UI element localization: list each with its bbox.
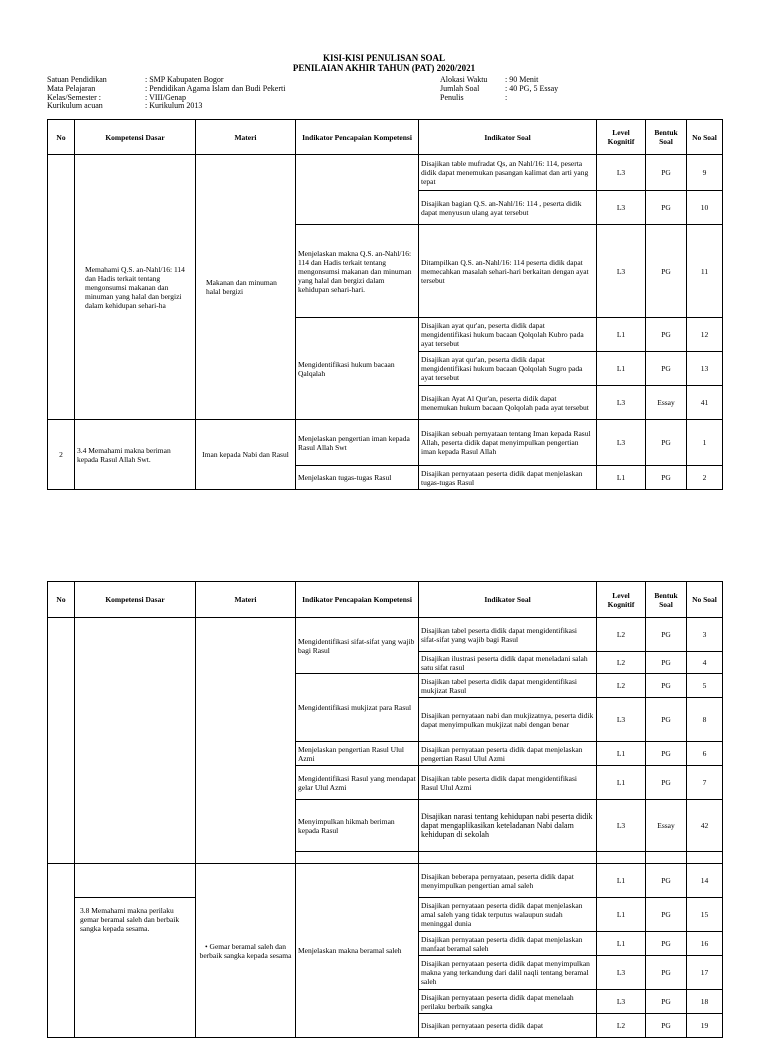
table-cell-level: L1 <box>597 466 646 490</box>
table-cell-bentuk: PG <box>646 898 687 932</box>
table-cell-no <box>48 155 75 420</box>
header-no-soal: No Soal <box>687 120 723 155</box>
meta-left-value-3: : Kurikulum 2013 <box>145 101 203 110</box>
table-cell-soal: Disajikan pernyataan peserta didik dapat menjelaskan tugas-tugas Rasul <box>419 466 597 490</box>
meta-right-label-2: Penulis <box>440 93 464 102</box>
table-cell-level: L2 <box>597 1014 646 1038</box>
table-cell-bentuk: PG <box>646 742 687 766</box>
table-cell-bentuk: Essay <box>646 800 687 852</box>
meta-right-label-1: Jumlah Soal <box>440 84 480 93</box>
header-materi: Materi <box>196 120 296 155</box>
materi-bullet-item: • Gemar beramal saleh dan berbaik sangka kepada sesama <box>200 942 292 960</box>
table-cell-materi: Makanan dan minuman halal bergizi <box>196 155 296 420</box>
table-cell-kompetensi: Memahami Q.S. an-Nahl/16: 114 dan Hadis terkait tentang mengonsumsi makanan dan minuman yang halal dan bergizi dalam kehidupan sehari-ha <box>75 155 196 420</box>
table-cell-soal <box>419 852 597 864</box>
table-cell-level: L3 <box>597 420 646 466</box>
header-level-kognitif: Level Kognitif <box>597 120 646 155</box>
table-cell-no: 2 <box>48 420 75 490</box>
table-cell-bentuk <box>646 852 687 864</box>
table-cell-bentuk: PG <box>646 420 687 466</box>
header-level-kognitif: Level Kognitif <box>597 582 646 618</box>
header-kompetensi-dasar: Kompetensi Dasar <box>75 120 196 155</box>
table-cell-indikator: Menjelaskan tugas-tugas Rasul <box>296 466 419 490</box>
table-cell-soal: Disajikan tabel peserta didik dapat mengidentifikasi sifat-sifat yang wajib bagi Rasul <box>419 618 597 652</box>
table-cell-indikator: Mengidentifikasi sifat-sifat yang wajib bagi Rasul <box>296 618 419 674</box>
table-cell-no-soal: 18 <box>687 990 723 1014</box>
table-cell-soal: Disajikan ilustrasi peserta didik dapat meneladani salah satu sifat rasul <box>419 652 597 674</box>
table-cell-no-soal: 7 <box>687 766 723 800</box>
table-cell-level: L3 <box>597 155 646 191</box>
table-cell-indikator <box>296 852 419 864</box>
header-no: No <box>48 120 75 155</box>
header-kompetensi-dasar: Kompetensi Dasar <box>75 582 196 618</box>
table-cell-level: L1 <box>597 932 646 956</box>
table-cell-bentuk: PG <box>646 956 687 990</box>
table-cell-soal: Disajikan pernyataan peserta didik dapat menjelaskan pengertian Rasul Ulul Azmi <box>419 742 597 766</box>
table-cell-soal: Disajikan Ayat Al Qur'an, peserta didik dapat menemukan hukum bacaan Qolqolah pada ayat tersebut <box>419 386 597 420</box>
table-cell-level: L1 <box>597 766 646 800</box>
table-cell-bentuk: PG <box>646 466 687 490</box>
table-cell-no <box>48 618 75 864</box>
table-cell-materi <box>196 618 296 864</box>
table-cell-bentuk: PG <box>646 618 687 652</box>
meta-left-value-1: : Pendidikan Agama Islam dan Budi Pekerti <box>145 84 286 93</box>
meta-left-value-2: : VIII/Genap <box>145 93 186 102</box>
table-cell-materi: Iman kepada Nabi dan Rasul <box>196 420 296 490</box>
table-cell-soal: Disajikan beberapa pernyataan, peserta didik dapat menyimpulkan pengertian amal saleh <box>419 864 597 898</box>
table-cell-level: L3 <box>597 698 646 742</box>
header-bentuk-soal: Bentuk Soal <box>646 582 687 618</box>
table-cell-no-soal <box>687 852 723 864</box>
table-cell-soal: Disajikan table peserta didik dapat mengidentifikasi Rasul Ulul Azmi <box>419 766 597 800</box>
meta-left-label-2: Kelas/Semester : <box>47 93 101 102</box>
table-cell-no-soal: 6 <box>687 742 723 766</box>
table-cell-no-soal: 2 <box>687 466 723 490</box>
table-cell-bentuk: PG <box>646 191 687 225</box>
table-cell-bentuk: PG <box>646 652 687 674</box>
table-cell-no-soal: 13 <box>687 352 723 386</box>
table-cell-kompetensi: 3.4 Memahami makna beriman kepada Rasul Allah Swt. <box>75 420 196 490</box>
table-cell-indikator: Mengidentifikasi Rasul yang mendapat gelar Ulul Azmi <box>296 766 419 800</box>
meta-right-label-0: Alokasi Waktu <box>440 75 488 84</box>
table-cell-soal: Disajikan pernyataan peserta didik dapat menelaah perilaku berbaik sangka <box>419 990 597 1014</box>
table-cell-no-soal: 8 <box>687 698 723 742</box>
table-cell-bentuk: PG <box>646 155 687 191</box>
meta-right-value-1: : 40 PG, 5 Essay <box>505 84 559 93</box>
table-cell-indikator: Mengidentifikasi hukum bacaan Qalqalah <box>296 318 419 420</box>
table-cell-kompetensi <box>75 864 196 898</box>
table-cell-no-soal: 17 <box>687 956 723 990</box>
table-cell-level <box>597 852 646 864</box>
table-cell-no-soal: 11 <box>687 225 723 318</box>
table-cell-no-soal: 15 <box>687 898 723 932</box>
table-cell-bentuk: PG <box>646 864 687 898</box>
header-indikator-pencapaian: Indikator Pencapaian Kompetensi <box>296 120 419 155</box>
table-cell-bentuk: PG <box>646 1014 687 1038</box>
table-cell-no-soal: 1 <box>687 420 723 466</box>
table-cell-indikator: Menjelaskan makna beramal saleh <box>296 864 419 1038</box>
table-cell-level: L1 <box>597 742 646 766</box>
table-cell-indikator: Menyimpulkan hikmah beriman kepada Rasul <box>296 800 419 852</box>
table-cell-materi <box>196 864 296 1038</box>
table-cell-level: L3 <box>597 386 646 420</box>
table-cell-indikator: Menjelaskan pengertian Rasul Ulul Azmi <box>296 742 419 766</box>
table-cell-no-soal: 9 <box>687 155 723 191</box>
table-cell-no-soal: 3 <box>687 618 723 652</box>
table-cell-level: L1 <box>597 318 646 352</box>
table-cell-no-soal: 5 <box>687 674 723 698</box>
table-cell-level: L1 <box>597 352 646 386</box>
meta-left-value-0: : SMP Kabupaten Bogor <box>145 75 224 84</box>
table-cell-kompetensi: 3.8 Memahami makna perilaku gemar beramal saleh dan berbaik sangka kepada sesama. <box>75 898 196 1038</box>
table-cell-level: L3 <box>597 225 646 318</box>
meta-left-label-0: Satuan Pendidikan <box>47 75 107 84</box>
header-no-soal: No Soal <box>687 582 723 618</box>
table-cell-no-soal: 14 <box>687 864 723 898</box>
table-cell-soal: Disajikan narasi tentang kehidupan nabi peserta didik dapat mengaplikasikan keteladanan Nabi dalam kehidupan di sekolah <box>419 800 597 852</box>
table-cell-level: L3 <box>597 956 646 990</box>
table-cell-soal: Disajikan pernyataan nabi dan mukjizatnya, peserta didik dapat menyimpulkan mukjizat nabi dengan benar <box>419 698 597 742</box>
table-cell-level: L3 <box>597 990 646 1014</box>
header-materi: Materi <box>196 582 296 618</box>
table-cell-no-soal: 19 <box>687 1014 723 1038</box>
table-cell-soal: Disajikan ayat qur'an, peserta didik dapat mengidentifikasi hukum bacaan Qolqolah Kubro pada ayat tersebut <box>419 318 597 352</box>
table-cell-soal: Disajikan pernyataan peserta didik dapat menjelaskan amal saleh yang tidak terputus walaupun sudah meninggal dunia <box>419 898 597 932</box>
meta-left-label-3: Kurikulum acuan <box>47 101 103 110</box>
table-cell-level: L1 <box>597 864 646 898</box>
table-cell-soal: Disajikan ayat qur'an, peserta didik dapat mengidentifikasi hukum bacaan Qolqolah Sugro pada ayat tersebut <box>419 352 597 386</box>
table-cell-soal: Disajikan pernyataan peserta didik dapat menyimpulkan makna yang terkandung dari dalil naqli tentang beramal saleh <box>419 956 597 990</box>
table-cell-kompetensi <box>75 618 196 864</box>
table-cell-no-soal: 12 <box>687 318 723 352</box>
table-cell-bentuk: PG <box>646 225 687 318</box>
table-cell-no-soal: 42 <box>687 800 723 852</box>
table-cell-soal: Disajikan bagian Q.S. an-Nahl/16: 114 , peserta didik dapat menyusun ulang ayat tersebut <box>419 191 597 225</box>
table-cell-bentuk: PG <box>646 766 687 800</box>
meta-right-value-2: : <box>505 93 508 102</box>
table-cell-soal: Ditampilkan Q.S. an-Nahl/16: 114 peserta didik dapat memecahkan masalah sehari-hari berkaitan dengan ayat tersebut <box>419 225 597 318</box>
document-title: KISI-KISI PENULISAN SOAL <box>322 53 446 63</box>
header-bentuk-soal: Bentuk Soal <box>646 120 687 155</box>
table-cell-indikator: Menjelaskan pengertian iman kepada Rasul Allah Swt <box>296 420 419 466</box>
table-cell-soal: Disajikan sebuah pernyataan tentang Iman kepada Rasul Allah, peserta didik dapat menyimpulkan pengertian iman kepada Rasul Allah <box>419 420 597 466</box>
table-cell-bentuk: PG <box>646 990 687 1014</box>
kisi-kisi-table-1 <box>47 119 723 490</box>
table-cell-no <box>48 864 75 1038</box>
meta-right-value-0: : 90 Menit <box>505 75 539 84</box>
table-cell-bentuk: PG <box>646 318 687 352</box>
header-no: No <box>48 582 75 618</box>
table-cell-bentuk: PG <box>646 352 687 386</box>
table-cell-soal: Disajikan pernyataan peserta didik dapat menjelaskan manfaat beramal saleh <box>419 932 597 956</box>
table-cell-soal: Disajikan pernyataan peserta didik dapat <box>419 1014 597 1038</box>
table-cell-bentuk: Essay <box>646 386 687 420</box>
table-cell-no-soal: 4 <box>687 652 723 674</box>
table-cell-no-soal: 16 <box>687 932 723 956</box>
meta-left-label-1: Mata Pelajaran <box>47 84 96 93</box>
table-cell-level: L2 <box>597 674 646 698</box>
table-cell-soal: Disajikan tabel peserta didik dapat mengidentifikasi mukjizat Rasul <box>419 674 597 698</box>
header-indikator-pencapaian: Indikator Pencapaian Kompetensi <box>296 582 419 618</box>
table-cell-indikator: Menjelaskan makna Q.S. an-Nahl/16: 114 dan Hadis terkait tentang mengonsumsi makanan dan minuman yang halal dan bergizi dalam kehidupan sehari-hari. <box>296 225 419 318</box>
header-indikator-soal: Indikator Soal <box>419 582 597 618</box>
document-subtitle: PENILAIAN AKHIR TAHUN (PAT) 2020/2021 <box>292 63 476 73</box>
table-cell-bentuk: PG <box>646 674 687 698</box>
table-cell-level: L3 <box>597 800 646 852</box>
kisi-kisi-table-2 <box>47 581 723 1038</box>
table-cell-level: L2 <box>597 652 646 674</box>
table-cell-bentuk: PG <box>646 698 687 742</box>
table-cell-level: L3 <box>597 191 646 225</box>
table-cell-bentuk: PG <box>646 932 687 956</box>
table-cell-soal: Disajikan table mufradat Qs, an Nahl/16: 114, peserta didik dapat menemukan pasangan kalimat dan arti yang tepat <box>419 155 597 191</box>
header-indikator-soal: Indikator Soal <box>419 120 597 155</box>
table-cell-level: L1 <box>597 898 646 932</box>
table-cell-level: L2 <box>597 618 646 652</box>
table-cell-no-soal: 41 <box>687 386 723 420</box>
table-cell-indikator: Mengidentifikasi mukjizat para Rasul <box>296 674 419 742</box>
table-cell-indikator <box>296 155 419 225</box>
table-cell-no-soal: 10 <box>687 191 723 225</box>
